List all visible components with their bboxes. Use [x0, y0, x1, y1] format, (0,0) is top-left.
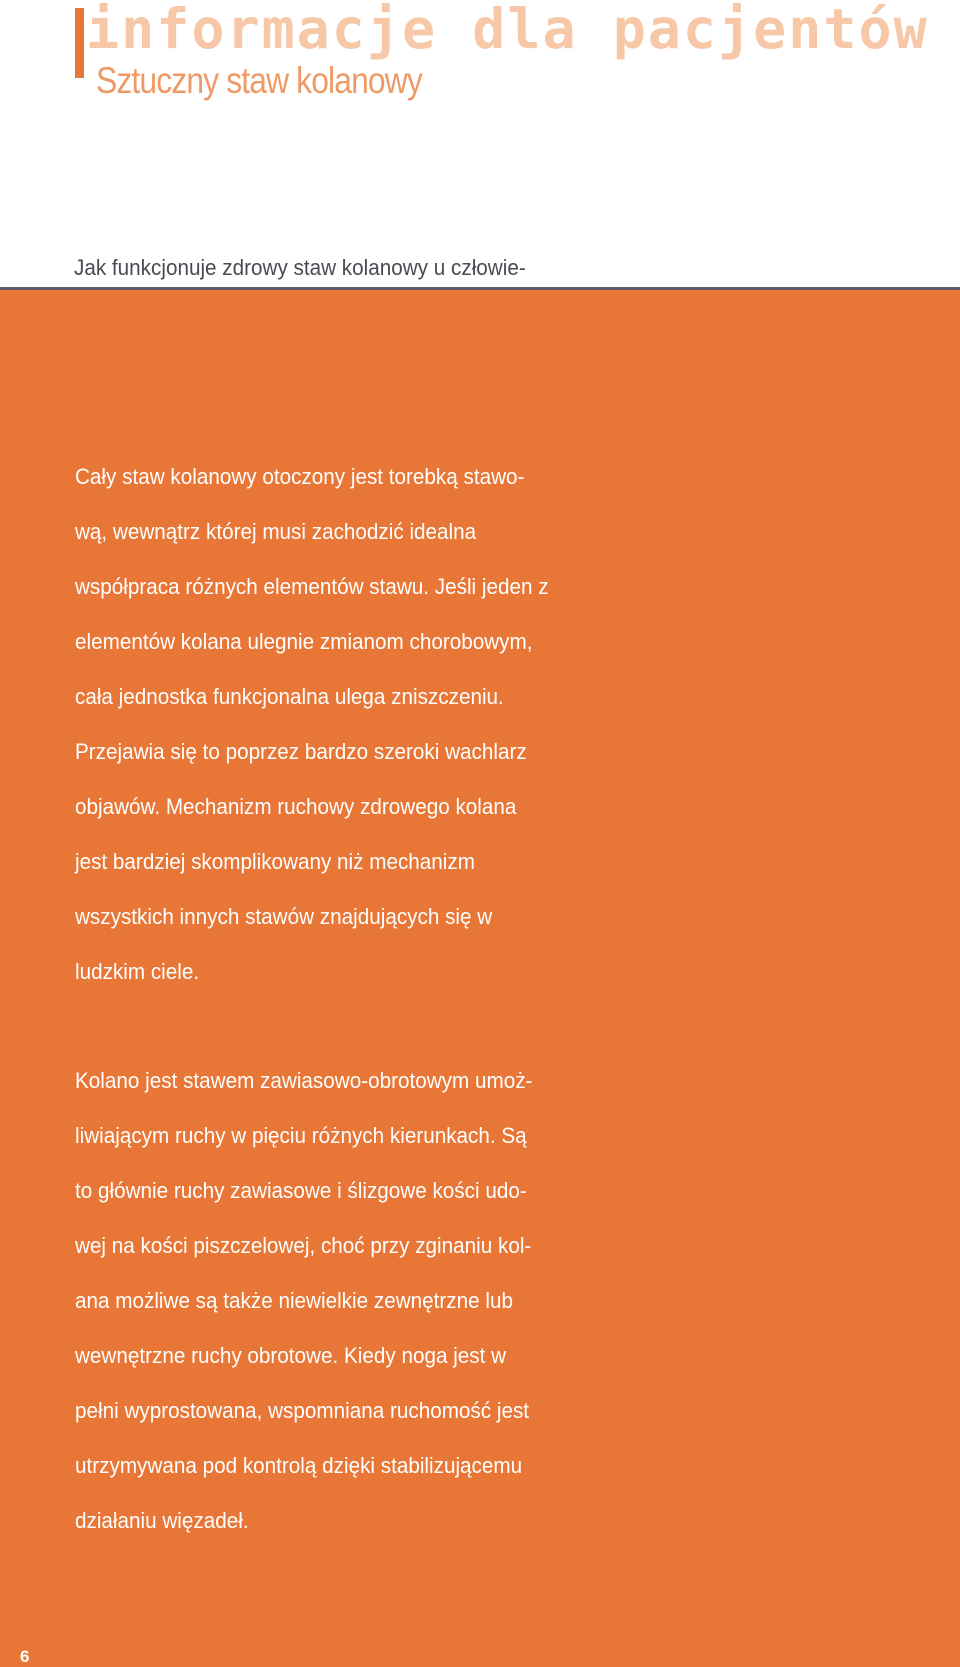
text-line: wszystkich innych stawów znajdujących się w [75, 904, 493, 929]
text-line: jest bardziej skomplikowany niż mechanizm [75, 849, 475, 874]
text-line: Przejawia się to poprzez bardzo szeroki wachlarz [75, 739, 527, 764]
text-line: utrzymywana pod kontrolą dzięki stabilizującemu [75, 1453, 523, 1478]
text-line: ludzkim ciele. [75, 959, 200, 984]
section-heading: Jak funkcjonuje zdrowy staw kolanowy u człowie- [74, 255, 526, 280]
header-accent-bar [75, 8, 84, 78]
header-title: informacje dla pacjentów [86, 0, 929, 61]
page-header [0, 0, 960, 120]
page-number: 6 [20, 1647, 30, 1666]
text-line: to głównie ruchy zawiasowe i ślizgowe kości udo- [75, 1178, 527, 1203]
text-line: elementów kolana ulegnie zmianom chorobowym, [75, 629, 533, 654]
text-line: Kolano jest stawem zawiasowo-obrotowym umoż- [75, 1068, 533, 1093]
body-paragraph-2 [75, 1053, 635, 1548]
text-line: ana możliwe są także niewielkie zewnętrzne lub [75, 1288, 513, 1313]
text-line: wewnętrzne ruchy obrotowe. Kiedy noga jest w [75, 1343, 507, 1368]
text-line: współpraca różnych elementów stawu. Jeśli jeden z [75, 574, 549, 599]
text-line: objawów. Mechanizm ruchowy zdrowego kolana [75, 794, 517, 819]
text-line: wej na kości piszczelowej, choć przy zginaniu kol- [75, 1233, 532, 1258]
header-subtitle: Sztuczny staw kolanowy [96, 60, 422, 101]
text-line: cała jednostka funkcjonalna ulega zniszczeniu. [75, 684, 504, 709]
text-line: działaniu więzadeł. [75, 1508, 249, 1533]
text-line: liwiającym ruchy w pięciu różnych kierunkach. Są [75, 1123, 527, 1148]
text-line: Cały staw kolanowy otoczony jest torebką stawo- [75, 464, 525, 489]
text-line: wą, wewnątrz której musi zachodzić idealna [75, 519, 477, 544]
body-paragraph-1 [75, 449, 635, 999]
text-line: pełni wyprostowana, wspomniana ruchomość jest [75, 1398, 530, 1423]
